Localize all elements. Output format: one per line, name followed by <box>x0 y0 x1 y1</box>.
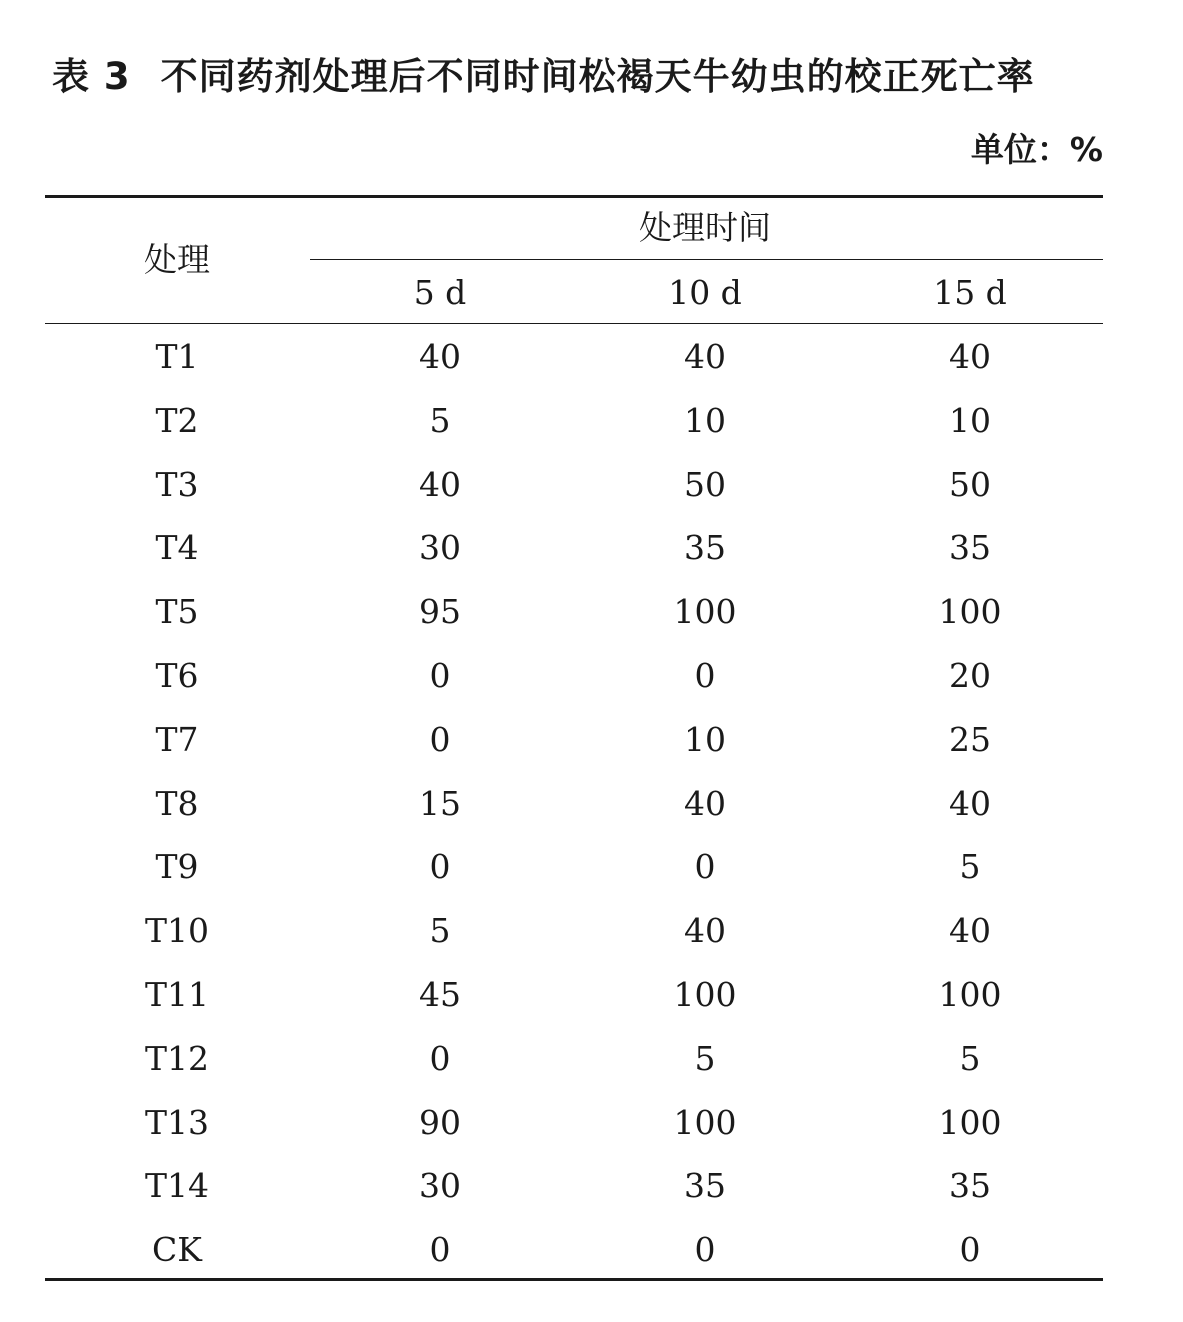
table-label: 表 3 <box>52 55 131 98</box>
table-cell: 40 <box>949 911 991 950</box>
row-treatment: T9 <box>155 847 199 886</box>
row-treatment: T11 <box>144 975 210 1014</box>
row-treatment: T12 <box>144 1039 210 1078</box>
header-group-rule <box>310 259 1103 260</box>
table-cell: 20 <box>949 656 991 695</box>
table-cell: 0 <box>429 656 451 695</box>
table-cell: 15 <box>419 784 461 823</box>
table-cell: 25 <box>949 720 991 759</box>
row-treatment: T7 <box>155 720 199 759</box>
row-treatment: T4 <box>155 528 199 567</box>
table-cell: 0 <box>429 720 451 759</box>
row-treatment: CK <box>152 1230 202 1269</box>
table-cell: 35 <box>949 1166 991 1205</box>
table-cell: 95 <box>419 592 461 631</box>
table-cell: 100 <box>673 1103 737 1142</box>
table-cell: 0 <box>429 1230 451 1269</box>
table-cell: 90 <box>419 1103 461 1142</box>
row-treatment: T1 <box>155 337 199 376</box>
table-cell: 5 <box>959 847 981 886</box>
table-cell: 0 <box>429 1039 451 1078</box>
table-cell: 40 <box>949 784 991 823</box>
table-cell: 35 <box>949 528 991 567</box>
table-cell: 30 <box>419 1166 461 1205</box>
header-time-group: 处理时间 <box>639 208 771 247</box>
table-cell: 50 <box>684 465 726 504</box>
table-cell: 0 <box>694 847 716 886</box>
row-treatment: T6 <box>155 656 199 695</box>
table-cell: 100 <box>938 592 1002 631</box>
header-rule <box>45 323 1103 324</box>
table-cell: 40 <box>684 911 726 950</box>
table-cell: 40 <box>949 337 991 376</box>
bottom-rule <box>45 1278 1103 1281</box>
top-rule <box>45 195 1103 198</box>
table-cell: 0 <box>429 847 451 886</box>
unit-note: 单位：% <box>970 130 1103 169</box>
header-day: 10 d <box>668 273 742 312</box>
table-cell: 35 <box>684 1166 726 1205</box>
header-day: 5 d <box>413 273 467 312</box>
header-treatment: 处理 <box>144 240 210 279</box>
table-cell: 10 <box>684 720 726 759</box>
table-cell: 30 <box>419 528 461 567</box>
table-cell: 40 <box>419 337 461 376</box>
table-cell: 10 <box>949 401 991 440</box>
header-day: 15 d <box>933 273 1007 312</box>
table-cell: 0 <box>959 1230 981 1269</box>
table-cell: 100 <box>673 975 737 1014</box>
table-cell: 100 <box>938 1103 1002 1142</box>
row-treatment: T13 <box>144 1103 210 1142</box>
table-cell: 0 <box>694 656 716 695</box>
table-cell: 35 <box>684 528 726 567</box>
table-cell: 45 <box>419 975 461 1014</box>
row-treatment: T10 <box>144 911 210 950</box>
row-treatment: T5 <box>155 592 199 631</box>
row-treatment: T8 <box>155 784 199 823</box>
table-cell: 5 <box>429 401 451 440</box>
table-cell: 40 <box>419 465 461 504</box>
table-cell: 10 <box>684 401 726 440</box>
row-treatment: T2 <box>155 401 199 440</box>
table-cell: 5 <box>959 1039 981 1078</box>
table-cell: 40 <box>684 784 726 823</box>
table-cell: 40 <box>684 337 726 376</box>
table-cell: 50 <box>949 465 991 504</box>
table-title <box>52 46 1035 100</box>
table-cell: 100 <box>673 592 737 631</box>
table-caption: 不同药剂处理后不同时间松褐天牛幼虫的校正死亡率 <box>160 55 1035 98</box>
row-treatment: T14 <box>144 1166 210 1205</box>
row-treatment: T3 <box>155 465 199 504</box>
table-cell: 100 <box>938 975 1002 1014</box>
table-cell: 5 <box>429 911 451 950</box>
table-cell: 5 <box>694 1039 716 1078</box>
table-cell: 0 <box>694 1230 716 1269</box>
